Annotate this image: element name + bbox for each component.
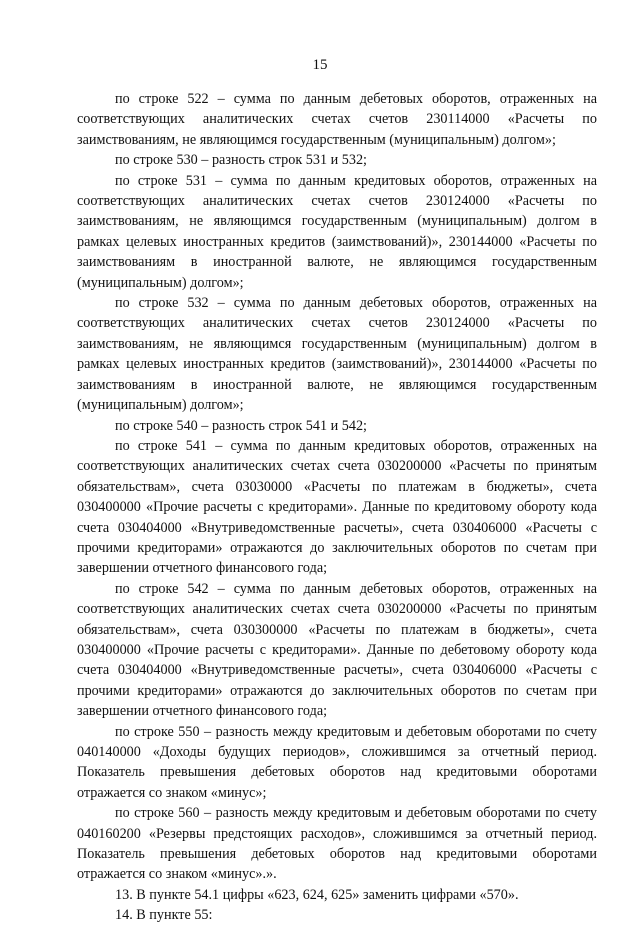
paragraph-line-522: по строке 522 – сумма по данным дебетовых оборотов, отраженных на соответствующих аналитических счетах счетов 230114000 «Расчеты по заимствованиям, не являющимся государственным (муниципальным) долгом»; [77, 91, 597, 148]
paragraph-line-530: по строке 530 – разность строк 531 и 532; [115, 152, 367, 169]
paragraph-item-13: 13. В пункте 54.1 цифры «623, 624, 625» заменить цифрами «570». [115, 886, 519, 903]
page-number: 15 [312, 57, 328, 73]
paragraph-line-531: по строке 531 – сумма по данным кредитовых оборотов, отраженных на соответствующих аналитических счетах счетов 230124000 «Расчеты по заимствованиям, не являющимся государственным (муниципальным) долгом в рамках целевых иностранных кредитов (заимствований)», 230144000 «Расчеты по заимствованиям в иностранной валюте, не являющимся государственным (муниципальным) долгом»; [77, 172, 597, 291]
paragraph-line-550: по строке 550 – разность между кредитовым и дебетовым оборотами по счету 040140000 «Доходы будущих периодов», сложившимся за отчетный период. Показатель превышения дебетовых оборотов над кредитовыми оборотами отражается со знаком «минус»; [77, 723, 597, 801]
paragraph-item-14: 14. В пункте 55: [115, 907, 213, 924]
paragraph-line-540: по строке 540 – разность строк 541 и 542; [115, 417, 367, 434]
paragraph-line-542: по строке 542 – сумма по данным дебетовых оборотов, отраженных на соответствующих аналитических счетах счета 030200000 «Расчеты по принятым обязательствам», счета 030300000 «Расчеты по платежам в бюджеты», счета 030400000 «Прочие расчеты с кредиторами». Данные по дебетовому обороту кода счета 030404000 «Внутриведомственные расчеты», счета 030406000 «Расчеты с прочими кредиторами» отражаются до заключительных оборотов по счетам при завершении отчетного финансового года; [77, 580, 597, 720]
paragraph-line-541: по строке 541 – сумма по данным кредитовых оборотов, отраженных на соответствующих аналитических счетах счета 030200000 «Расчеты по принятым обязательствам», счета 03030000 «Расчеты по платежам в бюджеты», счета 030400000 «Прочие расчеты с кредиторами». Данные по кредитовому обороту кода счета 030404000 «Внутриведомственные расчеты», счета 030406000 «Расчеты с прочими кредиторами» отражаются до заключительных оборотов по счетам при завершении отчетного финансового года; [77, 437, 597, 577]
document-body [77, 89, 597, 926]
paragraph-line-532: по строке 532 – сумма по данным дебетовых оборотов, отраженных на соответствующих аналитических счетах счетов 230124000 «Расчеты по заимствованиям, не являющимся государственным (муниципальным) долгом в рамках целевых иностранных кредитов (заимствований)», 230144000 «Расчеты по заимствованиям в иностранной валюте, не являющимся государственным (муниципальным) долгом»; [77, 295, 597, 414]
paragraph-line-560: по строке 560 – разность между кредитовым и дебетовым оборотами по счету 040160200 «Резервы предстоящих расходов», сложившимся за отчетный период. Показатель превышения дебетовых оборотов над кредитовыми оборотами отражается со знаком «минус».». [77, 805, 597, 883]
